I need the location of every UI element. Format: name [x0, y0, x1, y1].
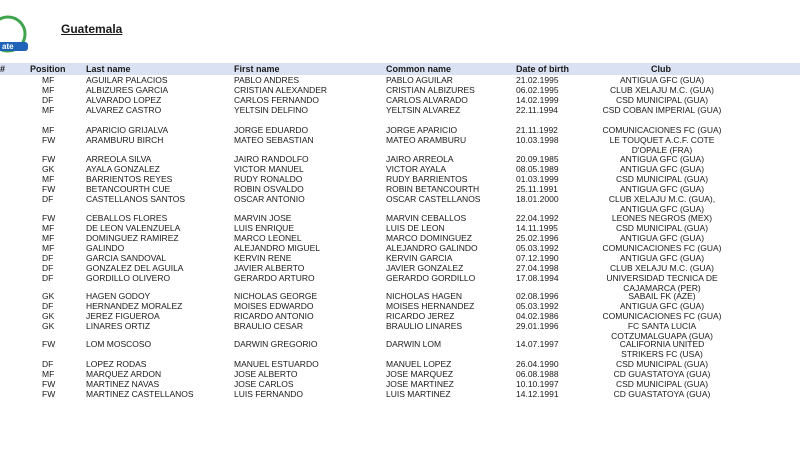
player-position: MF: [42, 223, 55, 233]
player-club: CLUB XELAJU M.C. (GUA), ANTIGUA GFC (GUA): [608, 194, 716, 214]
player-position: MF: [42, 75, 55, 85]
player-position: FW: [42, 379, 56, 389]
player-position: DF: [42, 194, 54, 204]
column-header-common-name: Common name: [386, 64, 452, 74]
player-date-of-birth: 21.02.1995: [516, 75, 559, 85]
player-first-name: LUIS FERNANDO: [234, 389, 303, 399]
player-first-name: MARVIN JOSE: [234, 213, 292, 223]
player-date-of-birth: 18.01.2000: [516, 194, 559, 204]
player-common-name: MATEO ARAMBURU: [386, 135, 467, 145]
player-last-name: MARTINEZ CASTELLANOS: [86, 389, 194, 399]
player-position: MF: [42, 85, 55, 95]
player-common-name: OSCAR CASTELLANOS: [386, 194, 481, 204]
player-last-name: GORDILLO OLIVERO: [86, 273, 171, 283]
player-first-name: CRISTIAN ALEXANDER: [234, 85, 328, 95]
player-common-name: RICARDO JEREZ: [386, 311, 455, 321]
player-common-name: YELTSIN ALVAREZ: [386, 105, 461, 115]
player-common-name: MOISES HERNANDEZ: [386, 301, 475, 311]
player-last-name: ARAMBURU BIRCH: [86, 135, 164, 145]
player-club: LEONES NEGROS (MEX): [611, 213, 713, 223]
column-header-first-name: First name: [234, 64, 280, 74]
player-club: ANTIGUA GFC (GUA): [619, 253, 705, 263]
player-position: GK: [42, 321, 55, 331]
player-first-name: CARLOS FERNANDO: [234, 95, 320, 105]
player-common-name: VICTOR AYALA: [386, 164, 446, 174]
player-date-of-birth: 22.04.1992: [516, 213, 559, 223]
player-date-of-birth: 14.11.1995: [516, 223, 558, 233]
federation-logo: [0, 14, 38, 54]
player-position: MF: [42, 125, 55, 135]
player-position: DF: [42, 95, 54, 105]
player-first-name: JOSE ALBERTO: [234, 369, 298, 379]
player-common-name: JOSE MARTINEZ: [386, 379, 454, 389]
player-common-name: LUIS MARTINEZ: [386, 389, 451, 399]
player-date-of-birth: 06.08.1988: [516, 369, 559, 379]
column-header-position: Position: [30, 64, 66, 74]
player-club: CSD COBAN IMPERIAL (GUA): [602, 105, 722, 115]
player-date-of-birth: 10.03.1998: [516, 135, 559, 145]
player-club: UNIVERSIDAD TECNICA DE CAJAMARCA (PER): [606, 273, 718, 293]
player-first-name: MATEO SEBASTIAN: [234, 135, 314, 145]
player-common-name: JAIRO ARREOLA: [386, 154, 454, 164]
player-date-of-birth: 07.12.1990: [516, 253, 559, 263]
player-last-name: LOPEZ RODAS: [86, 359, 147, 369]
column-header-date-of-birth: Date of birth: [516, 64, 569, 74]
player-last-name: GALINDO: [86, 243, 125, 253]
player-date-of-birth: 01.03.1999: [516, 174, 559, 184]
player-last-name: ALVAREZ CASTRO: [86, 105, 162, 115]
player-last-name: ALBIZURES GARCIA: [86, 85, 169, 95]
player-position: MF: [42, 243, 55, 253]
player-club: CSD MUNICIPAL (GUA): [615, 95, 709, 105]
player-first-name: KERVIN RENE: [234, 253, 292, 263]
player-date-of-birth: 22.11.1994: [516, 105, 558, 115]
player-club: LE TOUQUET A.C.F. COTE D'OPALE (FRA): [609, 135, 715, 155]
player-club: CD GUASTATOYA (GUA): [613, 389, 711, 399]
player-club: CD GUASTATOYA (GUA): [613, 369, 711, 379]
player-last-name: LOM MOSCOSO: [86, 339, 152, 349]
column-header-number: #: [0, 64, 6, 74]
player-first-name: JOSE CARLOS: [234, 379, 294, 389]
player-position: MF: [42, 233, 55, 243]
player-date-of-birth: 25.02.1996: [516, 233, 559, 243]
player-first-name: BRAULIO CESAR: [234, 321, 303, 331]
player-club: COMUNICACIONES FC (GUA): [602, 311, 722, 321]
player-last-name: MARTINEZ NAVAS: [86, 379, 160, 389]
player-club: CSD MUNICIPAL (GUA): [615, 359, 709, 369]
player-last-name: CEBALLOS FLORES: [86, 213, 168, 223]
player-first-name: RICARDO ANTONIO: [234, 311, 314, 321]
player-last-name: ALVARADO LOPEZ: [86, 95, 162, 105]
player-club: ANTIGUA GFC (GUA): [619, 184, 705, 194]
player-last-name: DE LEON VALENZUELA: [86, 223, 181, 233]
player-first-name: ALEJANDRO MIGUEL: [234, 243, 320, 253]
player-club: CSD MUNICIPAL (GUA): [615, 174, 709, 184]
player-club: CSD MUNICIPAL (GUA): [615, 223, 709, 233]
player-first-name: JORGE EDUARDO: [234, 125, 309, 135]
player-club: FC SANTA LUCIA COTZUMALGUAPA (GUA): [611, 321, 713, 341]
player-first-name: DARWIN GREGORIO: [234, 339, 318, 349]
player-club: COMUNICACIONES FC (GUA): [602, 243, 722, 253]
player-common-name: JORGE APARICIO: [386, 125, 458, 135]
player-position: GK: [42, 311, 55, 321]
player-club: CSD MUNICIPAL (GUA): [615, 379, 709, 389]
player-first-name: VICTOR MANUEL: [234, 164, 304, 174]
player-first-name: RUDY RONALDO: [234, 174, 303, 184]
player-date-of-birth: 29.01.1996: [516, 321, 559, 331]
player-last-name: APARICIO GRIJALVA: [86, 125, 169, 135]
player-date-of-birth: 14.12.1991: [516, 389, 559, 399]
player-last-name: GARCIA SANDOVAL: [86, 253, 167, 263]
player-common-name: CARLOS ALVARADO: [386, 95, 468, 105]
player-date-of-birth: 27.04.1998: [516, 263, 559, 273]
player-date-of-birth: 26.04.1990: [516, 359, 559, 369]
player-first-name: PABLO ANDRES: [234, 75, 300, 85]
player-last-name: CASTELLANOS SANTOS: [86, 194, 186, 204]
player-position: FW: [42, 389, 56, 399]
player-common-name: MARCO DOMINGUEZ: [386, 233, 472, 243]
player-common-name: ALEJANDRO GALINDO: [386, 243, 478, 253]
player-last-name: BARRIENTOS REYES: [86, 174, 173, 184]
player-club: ANTIGUA GFC (GUA): [619, 164, 705, 174]
player-date-of-birth: 20.09.1985: [516, 154, 559, 164]
logo-text: ate: [2, 42, 14, 51]
player-last-name: DOMINGUEZ RAMIREZ: [86, 233, 179, 243]
player-first-name: JAIRO RANDOLFO: [234, 154, 309, 164]
player-first-name: YELTSIN DELFINO: [234, 105, 308, 115]
player-first-name: NICHOLAS GEORGE: [234, 291, 318, 301]
player-last-name: MARQUEZ ARDON: [86, 369, 162, 379]
page-title: Guatemala: [61, 22, 123, 36]
player-position: DF: [42, 253, 54, 263]
player-common-name: JOSE MARQUEZ: [386, 369, 454, 379]
player-date-of-birth: 05.03.1992: [516, 301, 559, 311]
player-date-of-birth: 08.05.1989: [516, 164, 559, 174]
player-first-name: JAVIER ALBERTO: [234, 263, 305, 273]
player-first-name: MOISES EDWARDO: [234, 301, 314, 311]
player-club: SABAIL FK (AZE): [628, 291, 696, 301]
player-last-name: AGUILAR PALACIOS: [86, 75, 168, 85]
player-common-name: JAVIER GONZALEZ: [386, 263, 464, 273]
player-position: GK: [42, 164, 55, 174]
player-common-name: DARWIN LOM: [386, 339, 442, 349]
player-position: FW: [42, 339, 56, 349]
player-club: ANTIGUA GFC (GUA): [619, 233, 705, 243]
player-date-of-birth: 21.11.1992: [516, 125, 558, 135]
player-date-of-birth: 17.08.1994: [516, 273, 559, 283]
player-position: DF: [42, 359, 54, 369]
player-position: MF: [42, 105, 55, 115]
player-date-of-birth: 04.02.1986: [516, 311, 559, 321]
player-common-name: MARVIN CEBALLOS: [386, 213, 467, 223]
player-last-name: ARREOLA SILVA: [86, 154, 152, 164]
player-date-of-birth: 14.07.1997: [516, 339, 559, 349]
player-first-name: MANUEL ESTUARDO: [234, 359, 319, 369]
player-last-name: LINARES ORTIZ: [86, 321, 151, 331]
player-common-name: GERARDO GORDILLO: [386, 273, 476, 283]
player-date-of-birth: 02.08.1996: [516, 291, 559, 301]
player-position: DF: [42, 301, 54, 311]
player-common-name: NICHOLAS HAGEN: [386, 291, 463, 301]
player-club: ANTIGUA GFC (GUA): [619, 75, 705, 85]
player-first-name: MARCO LEONEL: [234, 233, 302, 243]
player-first-name: ROBIN OSVALDO: [234, 184, 304, 194]
player-position: FW: [42, 184, 56, 194]
player-position: FW: [42, 154, 56, 164]
player-last-name: AYALA GONZALEZ: [86, 164, 160, 174]
player-club: CLUB XELAJU M.C. (GUA): [610, 85, 714, 95]
player-date-of-birth: 25.11.1991: [516, 184, 558, 194]
player-position: MF: [42, 369, 55, 379]
player-last-name: JEREZ FIGUEROA: [86, 311, 160, 321]
player-common-name: CRISTIAN ALBIZURES: [386, 85, 475, 95]
player-common-name: KERVIN GARCIA: [386, 253, 453, 263]
player-first-name: LUIS ENRIQUE: [234, 223, 294, 233]
player-position: GK: [42, 291, 55, 301]
player-first-name: OSCAR ANTONIO: [234, 194, 305, 204]
player-position: FW: [42, 135, 56, 145]
player-first-name: GERARDO ARTURO: [234, 273, 315, 283]
player-last-name: BETANCOURTH CUE: [86, 184, 171, 194]
player-club: CALIFORNIA UNITED STRIKERS FC (USA): [619, 339, 705, 359]
player-last-name: HERNANDEZ MORALEZ: [86, 301, 183, 311]
player-club: COMUNICACIONES FC (GUA): [602, 125, 722, 135]
player-position: MF: [42, 174, 55, 184]
player-date-of-birth: 10.10.1997: [516, 379, 559, 389]
player-date-of-birth: 06.02.1995: [516, 85, 559, 95]
player-common-name: RUDY BARRIENTOS: [386, 174, 468, 184]
player-common-name: BRAULIO LINARES: [386, 321, 463, 331]
player-club: ANTIGUA GFC (GUA): [619, 301, 705, 311]
column-header-last-name: Last name: [86, 64, 131, 74]
player-common-name: LUIS DE LEON: [386, 223, 445, 233]
player-common-name: MANUEL LOPEZ: [386, 359, 452, 369]
player-position: DF: [42, 273, 54, 283]
player-club: CLUB XELAJU M.C. (GUA): [610, 263, 714, 273]
player-position: FW: [42, 213, 56, 223]
player-date-of-birth: 05.03.1992: [516, 243, 559, 253]
player-date-of-birth: 14.02.1999: [516, 95, 559, 105]
player-common-name: PABLO AGUILAR: [386, 75, 453, 85]
player-last-name: GONZALEZ DEL AGUILA: [86, 263, 184, 273]
column-header-club: Club: [651, 64, 671, 74]
player-position: DF: [42, 263, 54, 273]
player-club: ANTIGUA GFC (GUA): [619, 154, 705, 164]
player-common-name: ROBIN BETANCOURTH: [386, 184, 480, 194]
player-last-name: HAGEN GODOY: [86, 291, 151, 301]
